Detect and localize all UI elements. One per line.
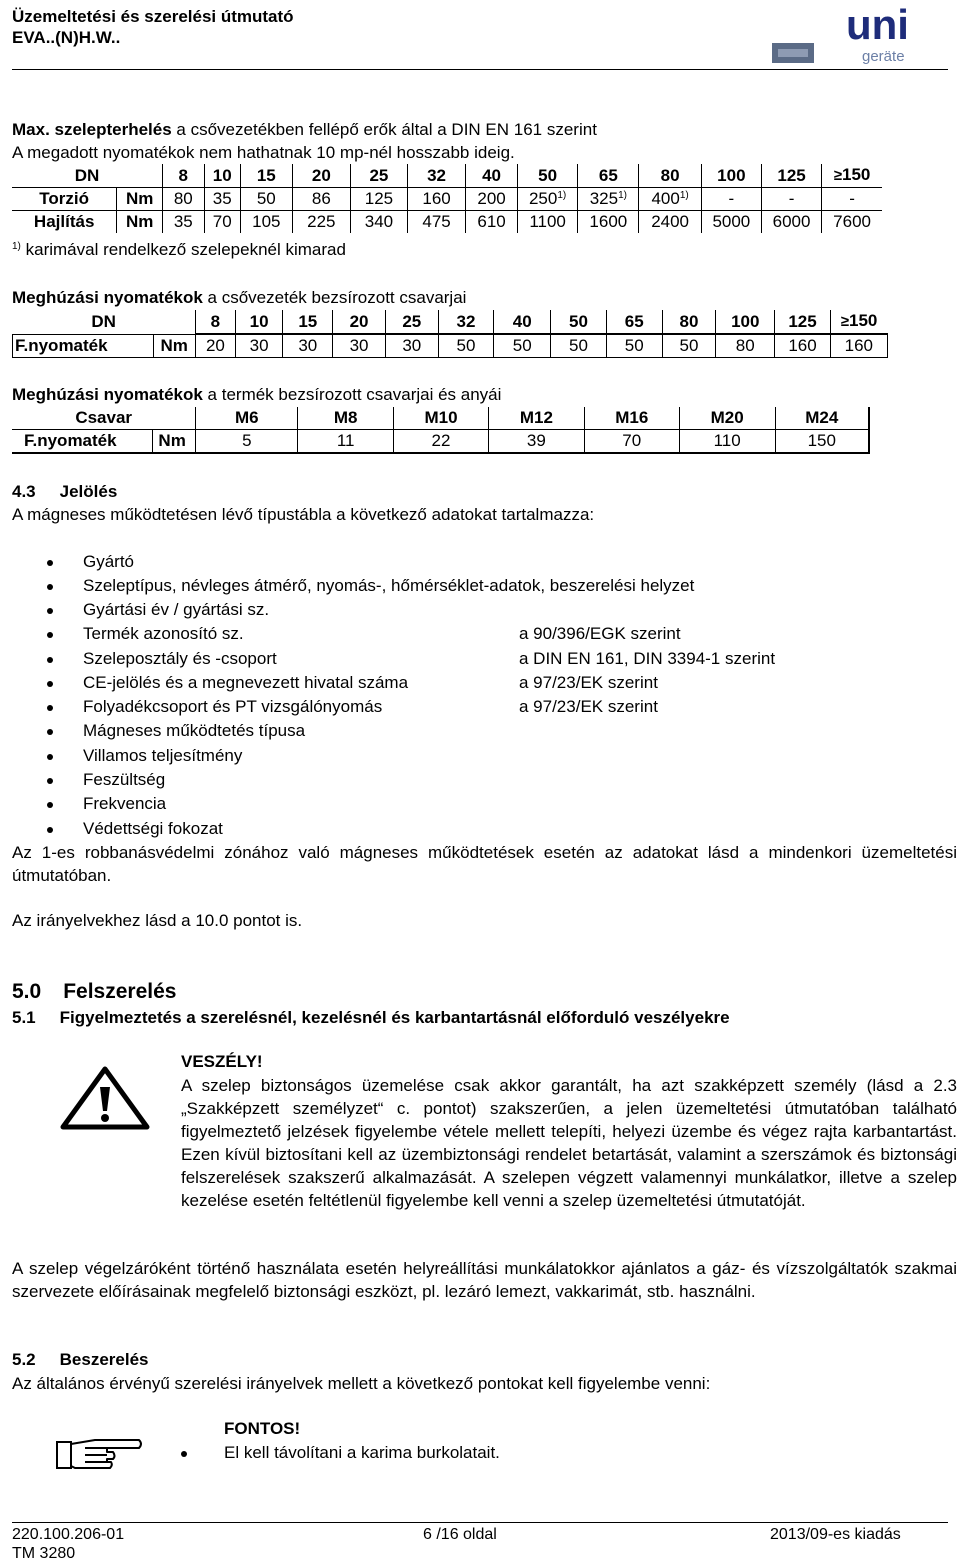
- bullet: [47, 729, 53, 735]
- screw-cell: M16: [584, 407, 679, 430]
- footnote-mark: 1): [679, 190, 689, 201]
- forces-torsion-row: [12, 188, 882, 211]
- product-torque-cell: 150: [775, 430, 869, 454]
- bending-cell: 6000: [761, 211, 821, 234]
- footer-page: 6 /16 oldal: [423, 1526, 497, 1543]
- product-torque-cell: 110: [679, 430, 775, 454]
- product-torque-heading-rest: a termék bezsírozott csavarjai és anyái: [202, 385, 502, 404]
- notice-title: FONTOS!: [224, 1419, 301, 1438]
- pipe-torque-heading-bold: Meghúzási nyomatékok: [12, 288, 203, 307]
- bending-cell: 1100: [518, 211, 578, 234]
- section-number: 5.0: [12, 980, 42, 1003]
- uni-logo-icon: [772, 3, 922, 65]
- warning-text: A szelep biztonságos üzemelése csak akkor garantált, ha azt szakképzett személy (lásd a 2.3 „Szakképzett személyzet“ c. pontot) szakszerűen, a jelen üzemeltetési útmutatóban található figyelmeztető jelzések figyelembe vétele mellett telepíti, helyezi üzembe és végez rajta karbantartást. Ezen kívül biztosítani kell az üzembiztonsági rendelet betartását, valamint a szerszámok és biztonsági felszerelések szakszerű alkalmazását. A szelepen végzett valamennyi munkálatkor, illetve a szelep kezelése esetén feltétlenül figyelembe kell venni a szelep üzemeltetési útmutatóját.: [181, 1076, 957, 1210]
- pipe-torque-heading-rest: a csővezeték bezsírozott csavarjai: [202, 288, 467, 307]
- forces-footnote: [12, 239, 346, 261]
- forces-dn-cell: 125: [761, 164, 821, 188]
- explosion-note: Az 1-es robbanásvédelmi zónához való mágneses működtetések esetén az adatokat lásd a mindenkori üzemeltetési útmutatóban.: [12, 843, 957, 885]
- pipe-torque-cell: 30: [385, 334, 438, 358]
- torsion-cell: 125: [350, 188, 407, 211]
- warning-title: VESZÉLY!: [181, 1052, 263, 1071]
- pipe-dn-cell: 65: [606, 310, 662, 334]
- product-torque-cell: 39: [488, 430, 584, 454]
- torsion-value: 250: [528, 189, 558, 208]
- pipe-torque-cell: 50: [551, 334, 606, 358]
- pointing-hand-svg: [55, 1430, 145, 1474]
- screw-cell: M6: [196, 407, 298, 430]
- torsion-cell: 50: [240, 188, 292, 211]
- section-5-2-intro: Az általános érvényű szerelési irányelvek mellett a következő pontokat kell figyelembe venni:: [12, 1374, 711, 1393]
- pipe-dn-last-value: 150: [849, 311, 878, 330]
- torsion-cell: -: [761, 188, 821, 211]
- bullet: [47, 608, 53, 614]
- list-item-text: Folyadékcsoport és PT vizsgálónyomás: [83, 697, 383, 716]
- product-torque-cell: 70: [584, 430, 679, 454]
- forces-table: [12, 164, 882, 233]
- bending-cell: 70: [204, 211, 240, 234]
- header-title-line2: EVA..(N)H.W..: [12, 28, 121, 47]
- bending-cell: 2400: [639, 211, 701, 234]
- section-number: 5.1: [12, 1008, 36, 1027]
- product-torque-heading-bold: Meghúzási nyomatékok: [12, 385, 203, 404]
- list-item-text: Szeleposztály és -csoport: [83, 649, 277, 668]
- list-item-text: Védettségi fokozat: [83, 819, 223, 838]
- list-item-text: Szeleptípus, névleges átmérő, nyomás-, hőmérséklet-adatok, beszerelési helyzet: [83, 576, 695, 595]
- bullet: [47, 802, 53, 808]
- bending-cell: 610: [466, 211, 518, 234]
- list-item-text: CE-jelölés és a megnevezett hivatal száma: [83, 673, 409, 692]
- footer-tm: TM 3280: [12, 1545, 76, 1562]
- forces-dn-label: DN: [12, 164, 163, 188]
- section-title: Felszerelés: [63, 980, 177, 1003]
- torsion-cell: 200: [466, 188, 518, 211]
- section-title: Figyelmeztetés a szerelésnél, kezelésnél és karbantartásnál előforduló veszélyekre: [59, 1008, 730, 1027]
- list-item-ref: a 97/23/EK szerint: [519, 697, 658, 716]
- pipe-torque-row: [13, 334, 888, 358]
- torsion-cell: -: [822, 188, 882, 211]
- torsion-value: 325: [589, 189, 619, 208]
- pipe-torque-label: F.nyomaték: [13, 334, 154, 358]
- screw-cell: M12: [488, 407, 584, 430]
- forces-heading: [12, 119, 597, 141]
- list-item-ref: a 90/396/EGK szerint: [519, 624, 681, 643]
- header-divider: [12, 69, 948, 70]
- pointing-hand-icon: [55, 1430, 145, 1474]
- section-title: Beszerelés: [59, 1350, 149, 1369]
- bending-cell: 5000: [701, 211, 761, 234]
- forces-dn-cell: 8: [163, 164, 205, 188]
- forces-dn-row: [12, 164, 882, 188]
- pipe-torque-cell: 160: [830, 334, 887, 358]
- torsion-value: 400: [651, 189, 680, 208]
- pipe-torque-cell: 50: [662, 334, 715, 358]
- logo-main-text: uni: [846, 3, 909, 48]
- forces-dn-last-value: 150: [842, 165, 871, 184]
- pipe-dn-cell: 10: [236, 310, 283, 334]
- pipe-dn-cell: 8: [195, 310, 235, 334]
- product-torque-label: F.nyomaték: [12, 430, 153, 454]
- pipe-torque-cell: 80: [716, 334, 775, 358]
- bullet: [47, 705, 53, 711]
- torsion-cell: 86: [292, 188, 350, 211]
- section-5-1-heading: [12, 1007, 730, 1029]
- forces-dn-cell: 65: [578, 164, 639, 188]
- torsion-cell-footnoted: [518, 188, 578, 211]
- notice-item-text: El kell távolítani a karima burkolatait.: [224, 1443, 500, 1462]
- forces-dn-cell: 32: [407, 164, 465, 188]
- section-4-3-heading: [12, 481, 117, 503]
- list-item-text: Feszültség: [83, 770, 166, 789]
- bending-unit: Nm: [117, 211, 163, 234]
- forces-dn-cell: 100: [701, 164, 761, 188]
- bending-cell: 475: [407, 211, 465, 234]
- directives-note: Az irányelvekhez lásd a 10.0 pontot is.: [12, 911, 303, 930]
- pipe-dn-cell: 40: [494, 310, 551, 334]
- forces-dn-cell: 20: [292, 164, 350, 188]
- torsion-cell: 160: [407, 188, 465, 211]
- pipe-dn-cell: 15: [283, 310, 333, 334]
- uni-logo: [772, 3, 922, 65]
- list-item-ref: a 97/23/EK szerint: [519, 673, 658, 692]
- product-torque-table: [12, 407, 870, 454]
- forces-heading-rest: a csővezetékben fellépő erők által a DIN EN 161 szerint: [171, 120, 597, 139]
- forces-dn-cell-last: [822, 164, 882, 188]
- list-item-ref: a DIN EN 161, DIN 3394-1 szerint: [519, 649, 776, 668]
- bullet: [47, 657, 53, 663]
- list-item-text: Villamos teljesítmény: [83, 746, 243, 765]
- forces-note: A megadott nyomatékok nem hathatnak 10 mp-nél hosszabb ideig.: [12, 143, 515, 162]
- pipe-torque-table: [12, 310, 888, 358]
- pipe-dn-cell-last: [830, 310, 887, 334]
- screw-label: Csavar: [12, 407, 196, 430]
- pipe-torque-cell: 30: [333, 334, 385, 358]
- pipe-torque-cell: 50: [606, 334, 662, 358]
- product-torque-row: [12, 430, 869, 454]
- pipe-dn-cell: 125: [775, 310, 830, 334]
- bullet: [47, 560, 53, 566]
- screw-cell: M8: [298, 407, 394, 430]
- logo-sub-text: geräte: [862, 48, 905, 65]
- pipe-dn-cell: 32: [438, 310, 493, 334]
- forces-dn-cell: 25: [350, 164, 407, 188]
- list-item-text: Gyártási év / gyártási sz.: [83, 600, 270, 619]
- footer-doc-number: 220.100.206-01: [12, 1526, 125, 1543]
- forces-dn-cell: 50: [518, 164, 578, 188]
- pipe-torque-cell: 160: [775, 334, 830, 358]
- footer-divider: [12, 1522, 948, 1523]
- section-5-2-heading: [12, 1349, 148, 1371]
- bending-cell: 340: [350, 211, 407, 234]
- pipe-torque-heading: [12, 287, 466, 309]
- section-number: 4.3: [12, 482, 36, 501]
- torsion-cell: -: [701, 188, 761, 211]
- pipe-dn-cell: 80: [662, 310, 715, 334]
- product-torque-cell: 11: [298, 430, 394, 454]
- torsion-cell: 35: [204, 188, 240, 211]
- pipe-dn-cell: 50: [551, 310, 606, 334]
- footnote-mark: 1): [557, 190, 567, 201]
- header-title-line1: Üzemeltetési és szerelési útmutató: [12, 7, 294, 26]
- list-item-text: Gyártó: [83, 552, 135, 571]
- ge-symbol: ≥: [833, 167, 842, 184]
- pipe-dn-row: [13, 310, 888, 334]
- screw-cell: M10: [394, 407, 489, 430]
- pipe-torque-cell: 30: [283, 334, 333, 358]
- pipe-torque-cell: 50: [438, 334, 493, 358]
- ge-symbol: ≥: [840, 313, 849, 330]
- pipe-dn-label: DN: [13, 310, 196, 334]
- bullet: [47, 754, 53, 760]
- bullet: [47, 632, 53, 638]
- bullet: [47, 681, 53, 687]
- torsion-cell-footnoted: [639, 188, 701, 211]
- bullet: [181, 1451, 187, 1457]
- bullet: [47, 778, 53, 784]
- section-5-0-heading: [12, 979, 176, 1005]
- section-4-3-intro: A mágneses működtetésen lévő típustábla a következő adatokat tartalmazza:: [12, 505, 595, 524]
- closing-note: A szelep végelzáróként történő használata esetén helyreállítási munkálatokkor ajánlatos a gáz- és vízszolgáltatók szakmai szervezete előírásainak megfelelő biztonsági eszközt, pl. lezáró lemezt, vakkarimát, stb. használni.: [12, 1259, 957, 1301]
- screw-row: [12, 407, 869, 430]
- pipe-dn-cell: 100: [716, 310, 775, 334]
- forces-dn-cell: 15: [240, 164, 292, 188]
- forces-bending-row: [12, 211, 882, 234]
- list-item-text: Frekvencia: [83, 794, 167, 813]
- forces-dn-cell: 80: [639, 164, 701, 188]
- bullet: [47, 827, 53, 833]
- product-torque-cell: 5: [196, 430, 298, 454]
- pipe-torque-cell: 30: [236, 334, 283, 358]
- product-torque-heading: [12, 384, 501, 406]
- product-torque-unit: Nm: [153, 430, 196, 454]
- bending-cell: 1600: [578, 211, 639, 234]
- screw-cell: M24: [775, 407, 869, 430]
- bending-cell: 35: [163, 211, 205, 234]
- torsion-unit: Nm: [117, 188, 163, 211]
- section-number: 5.2: [12, 1350, 36, 1369]
- warning-triangle-svg: [60, 1066, 150, 1130]
- footnote-mark: 1): [618, 190, 627, 201]
- product-torque-cell: 22: [394, 430, 489, 454]
- bending-label: Hajlítás: [12, 211, 117, 234]
- list-item-text: Mágneses működtetés típusa: [83, 721, 306, 740]
- forces-dn-cell: 10: [204, 164, 240, 188]
- pipe-dn-cell: 25: [385, 310, 438, 334]
- screw-cell: M20: [679, 407, 775, 430]
- pipe-torque-cell: 50: [494, 334, 551, 358]
- pipe-torque-unit: Nm: [153, 334, 195, 358]
- torsion-label: Torzió: [12, 188, 117, 211]
- pipe-dn-cell: 20: [333, 310, 385, 334]
- warning-triangle-icon: [60, 1066, 150, 1130]
- bending-cell: 105: [240, 211, 292, 234]
- torsion-cell: 80: [163, 188, 205, 211]
- bending-cell: 7600: [822, 211, 882, 234]
- bending-cell: 225: [292, 211, 350, 234]
- footnote-mark: 1): [12, 241, 21, 252]
- bullet: [47, 584, 53, 590]
- forces-dn-cell: 40: [466, 164, 518, 188]
- forces-heading-bold: Max. szelepterhelés: [12, 120, 172, 139]
- torsion-cell-footnoted: [578, 188, 639, 211]
- footer-left: [12, 1525, 124, 1563]
- section-title: Jelölés: [59, 482, 118, 501]
- list-item-text: Termék azonosító sz.: [83, 624, 244, 643]
- header-title: [12, 6, 294, 48]
- pipe-torque-cell: 20: [195, 334, 235, 358]
- footnote-text: karimával rendelkező szelepeknél kimarad: [20, 240, 346, 259]
- footer-edition: 2013/09-es kiadás: [770, 1526, 901, 1543]
